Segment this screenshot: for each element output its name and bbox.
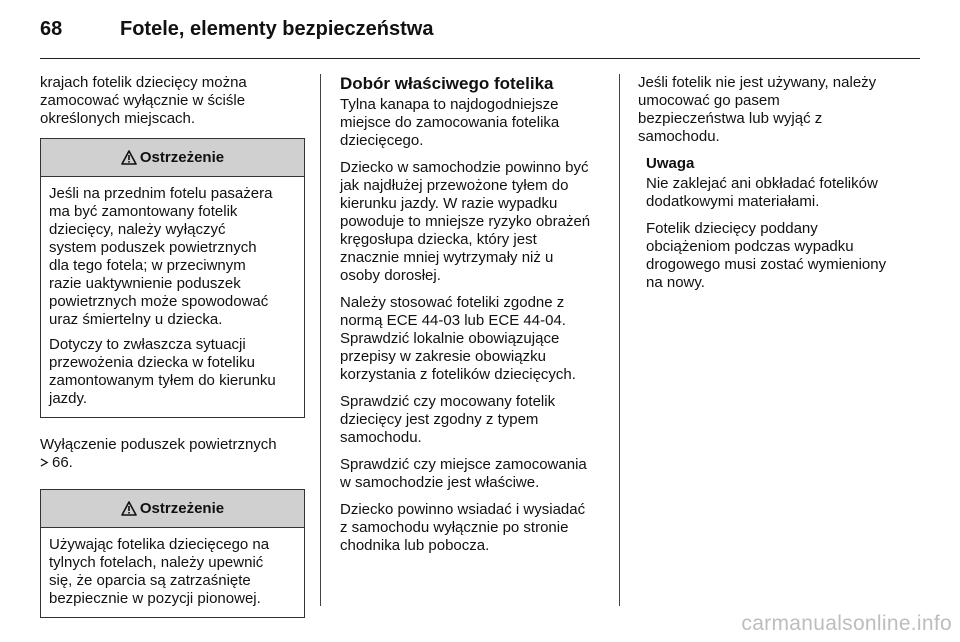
watermark: carmanualsonline.info [741,612,952,635]
warning-paragraph: Dotyczy to zwłaszcza sytuacji przewożenia dziecka w foteliku zamontowanym tyłem do kierunku jazdy. [49,336,276,407]
warning-title: Ostrzeżenie [139,148,225,166]
note-title: Uwaga [646,155,695,172]
note-paragraph: Nie zaklejać ani obkładać fotelików dodatkowymi materiałami. [646,175,878,210]
note-paragraph: Fotelik dziecięcy poddany obciążeniom podczas wypadku drogowego musi zostać wymieniony na nowy. [646,220,887,291]
header-divider [40,58,920,59]
note-block [638,155,920,292]
warning-triangle-icon [121,150,137,165]
column-left [40,74,305,636]
section-title: Dobór właściwego fotelika [340,74,554,93]
body-paragraph: Dziecko powinno wsiadać i wysiadać z samochodu wyłącznie po stronie chodnika lub pobocza. [340,501,586,554]
warning-body [41,177,304,417]
column-divider-left [320,74,321,606]
column-divider-right [619,74,620,606]
chapter-title: Fotele, elementy bezpieczeństwa [120,18,434,40]
page-reference-arrow-icon [40,458,49,467]
body-paragraph: Sprawdzić czy mocowany fotelik dziecięcy jest zgodny z typem samochodu. [340,393,556,446]
warning-paragraph: Używając fotelika dziecięcego na tylnych fotelach, należy upewnić się, że oparcia są zatrzaśnięte bezpiecznie w pozycji pionowej. [49,536,270,607]
page-number: 68 [40,18,63,40]
reference-text: Wyłączenie poduszek powietrznych [40,436,277,453]
warning-title: Ostrzeżenie [139,499,225,517]
reference-page-link[interactable]: 66. [52,454,73,471]
warning-paragraph: Jeśli na przednim fotelu pasażera ma być zamontowany fotelik dziecięcy, należy wyłączyć system poduszek powietrznych dla tego fotela; w przeciwnym razie uaktywnienie poduszek powietrznych może spowodować uraz śmiertelny u dziecka. [49,185,273,328]
body-paragraph: Dziecko w samochodzie powinno być jak najdłużej przewożone tyłem do kierunku jazdy. W razie wypadku powoduje to mniejsze ryzyko obrażeń kręgosłupa dziecka, który jest znacznie mniej wytrzymały niż u osoby dorosłej. [340,159,591,284]
warning-body [41,528,304,617]
warning-header [41,490,304,528]
warning-box-backrest [40,489,305,618]
body-paragraph: Sprawdzić czy miejsce zamocowania w samochodzie jest właściwe. [340,456,587,491]
body-paragraph: Należy stosować foteliki zgodne z normą ECE 44-03 lub ECE 44-04. Sprawdzić lokalnie obowiązujące przepisy w zakresie obowiązku korzystania z fotelików dziecięcych. [340,294,576,383]
warning-header [41,139,304,177]
column-right [638,74,920,301]
column-middle [340,74,610,564]
page-header [40,18,920,48]
intro-paragraph: Jeśli fotelik nie jest używany, należy umocować go pasem bezpieczeństwa lub wyjąć z samochodu. [638,74,877,145]
intro-paragraph: krajach fotelik dziecięcy można zamocować wyłącznie w ściśle określonych miejscach. [40,74,247,127]
body-paragraph: Tylna kanapa to najdogodniejsze miejsce do zamocowania fotelika dziecięcego. [340,96,560,149]
warning-box-airbag [40,138,305,418]
cross-reference [40,436,305,472]
warning-triangle-icon [121,501,137,516]
